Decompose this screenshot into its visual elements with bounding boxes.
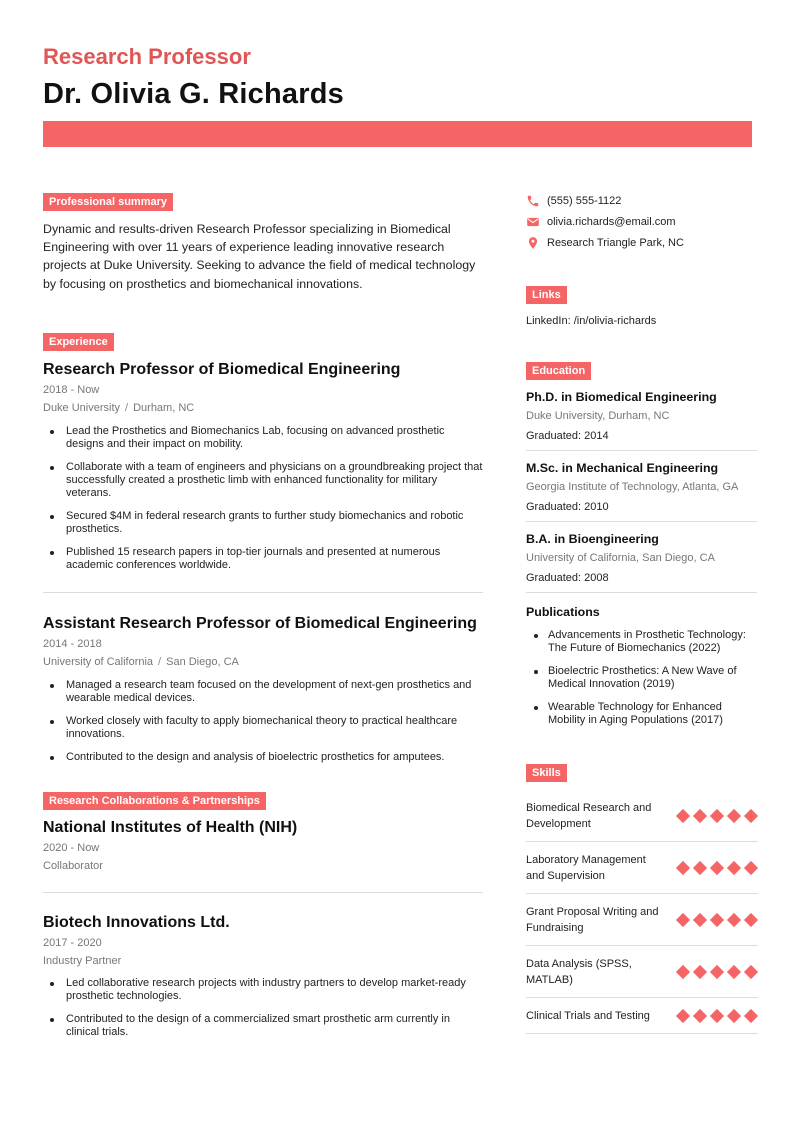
contact-section — [526, 190, 758, 253]
job-org: University of California — [43, 655, 154, 668]
edu-graduated: Graduated: 2014 — [526, 430, 609, 442]
job-dates: 2018 - Now — [43, 383, 100, 396]
skill-name: Laboratory Management and Supervision — [526, 853, 646, 882]
rating-diamond-icon — [727, 1008, 741, 1022]
skill-rating — [676, 863, 758, 873]
job-location: Durham, NC — [133, 401, 195, 414]
list-item: Lead the Prosthetics and Biomechanics Lab, focusing on advanced prosthetic designs and their impact on mobility. — [43, 425, 483, 451]
skill-rating — [676, 1011, 758, 1021]
candidate-name: Dr. Olivia G. Richards — [43, 78, 344, 110]
skill-rating — [676, 967, 758, 977]
rating-diamond-icon — [693, 860, 707, 874]
email-text: olivia.richards@email.com — [547, 215, 676, 228]
collaborations-section — [43, 791, 483, 1039]
rating-diamond-icon — [693, 808, 707, 822]
collab-org: National Institutes of Health (NIH) — [43, 818, 298, 836]
rating-diamond-icon — [727, 808, 741, 822]
list-item: Collaborate with a team of engineers and physicians on a groundbreaking project that successfully created a prosthetic limb with enhanced functionality for military veterans. — [43, 461, 483, 500]
rating-diamond-icon — [676, 860, 690, 874]
summary-label: Professional summary — [43, 193, 173, 211]
publications-list — [526, 629, 758, 727]
divider — [526, 450, 757, 451]
divider — [43, 592, 483, 593]
summary-section — [43, 192, 483, 293]
rating-diamond-icon — [710, 1008, 724, 1022]
publications-heading: Publications — [526, 605, 600, 619]
contact-email — [526, 211, 758, 232]
job-title: Research Professor — [43, 44, 251, 69]
skill-row — [526, 842, 758, 894]
skills-section — [526, 763, 758, 1034]
rating-diamond-icon — [744, 912, 758, 926]
skill-name: Clinical Trials and Testing — [526, 1009, 650, 1022]
job-role: Research Professor of Biomedical Engineering — [43, 360, 401, 378]
skill-rating — [676, 811, 758, 821]
links-label: Links — [526, 286, 567, 304]
skill-name: Biomedical Research and Development — [526, 801, 652, 830]
edu-degree: Ph.D. in Biomedical Engineering — [526, 390, 717, 404]
list-item: Worked closely with faculty to apply biomechanical theory to practical healthcare innovations. — [43, 715, 483, 741]
rating-diamond-icon — [693, 1008, 707, 1022]
list-item: Managed a research team focused on the development of next-gen prosthetics and wearable medical devices. — [43, 679, 483, 705]
job-org: Duke University — [43, 401, 121, 414]
job-role: Assistant Research Professor of Biomedical Engineering — [43, 614, 477, 632]
list-item: Bioelectric Prosthetics: A New Wave of Medical Innovation (2019) — [526, 665, 758, 691]
links-section — [526, 285, 758, 327]
email-icon — [526, 215, 540, 229]
rating-diamond-icon — [744, 964, 758, 978]
education-entry — [526, 461, 758, 513]
skills-label: Skills — [526, 764, 567, 782]
job-bullets — [43, 425, 483, 572]
divider — [526, 592, 757, 593]
rating-diamond-icon — [727, 912, 741, 926]
left-column — [43, 192, 483, 1039]
rating-diamond-icon — [744, 808, 758, 822]
collab-role: Collaborator — [43, 859, 103, 872]
rating-diamond-icon — [676, 964, 690, 978]
skill-row — [526, 946, 758, 998]
collab-dates: 2020 - Now — [43, 841, 100, 854]
divider — [43, 892, 483, 893]
summary-text: Dynamic and results-driven Research Professor specializing in Biomedical Engineering with over 11 years of experience leading innovative research projects at Duke University. Seeking to advance the field of medical technology by focusing on prosthetics and biomechanical innovations. — [43, 222, 476, 291]
right-column — [526, 190, 758, 1034]
collaborations-label: Research Collaborations & Partnerships — [43, 792, 266, 810]
edu-graduated: Graduated: 2008 — [526, 572, 609, 584]
rating-diamond-icon — [727, 964, 741, 978]
rating-diamond-icon — [710, 860, 724, 874]
skill-rating — [676, 915, 758, 925]
edu-school: Duke University, Durham, NC — [526, 410, 670, 422]
job-org-line: University of California / San Diego, CA — [43, 655, 239, 668]
list-item: Advancements in Prosthetic Technology: The Future of Biomechanics (2022) — [526, 629, 758, 655]
rating-diamond-icon — [710, 808, 724, 822]
list-item: Wearable Technology for Enhanced Mobility in Aging Populations (2017) — [526, 701, 758, 727]
phone-text: (555) 555-1122 — [547, 194, 622, 207]
edu-school: University of California, San Diego, CA — [526, 552, 715, 564]
skill-row — [526, 998, 758, 1034]
collaboration-entry — [43, 914, 483, 1039]
education-label: Education — [526, 362, 591, 380]
job-location: San Diego, CA — [166, 655, 239, 668]
contact-phone — [526, 190, 758, 211]
phone-icon — [526, 194, 540, 208]
location-pin-icon — [526, 236, 540, 250]
rating-diamond-icon — [744, 1008, 758, 1022]
rating-diamond-icon — [676, 912, 690, 926]
skill-name: Grant Proposal Writing and Fundraising — [526, 905, 659, 934]
skill-name: Data Analysis (SPSS, MATLAB) — [526, 957, 632, 986]
skills-list — [526, 790, 758, 1034]
contact-location — [526, 232, 758, 253]
linkedin-link[interactable]: LinkedIn: /in/olivia-richards — [526, 315, 657, 327]
rating-diamond-icon — [710, 912, 724, 926]
publications-section — [526, 605, 758, 727]
collaboration-entry — [43, 819, 483, 872]
list-item: Led collaborative research projects with industry partners to develop market-ready prosthetic technologies. — [43, 977, 483, 1003]
experience-label: Experience — [43, 333, 114, 351]
edu-graduated: Graduated: 2010 — [526, 501, 609, 513]
collab-org: Biotech Innovations Ltd. — [43, 913, 230, 931]
divider — [526, 521, 757, 522]
edu-school: Georgia Institute of Technology, Atlanta, GA — [526, 481, 739, 493]
job-dates: 2014 - 2018 — [43, 637, 102, 650]
list-item: Contributed to the design of a commercialized smart prosthetic arm currently in clinical trials. — [43, 1013, 483, 1039]
edu-degree: B.A. in Bioengineering — [526, 532, 659, 546]
rating-diamond-icon — [693, 912, 707, 926]
experience-section — [43, 332, 483, 764]
location-text: Research Triangle Park, NC — [547, 236, 684, 249]
rating-diamond-icon — [693, 964, 707, 978]
education-section — [526, 361, 758, 593]
job-org-line: Duke University / Durham, NC — [43, 401, 195, 414]
collab-bullets — [43, 977, 483, 1039]
rating-diamond-icon — [727, 860, 741, 874]
list-item: Contributed to the design and analysis of bioelectric prosthetics for amputees. — [43, 751, 483, 764]
rating-diamond-icon — [676, 808, 690, 822]
job-bullets — [43, 679, 483, 764]
education-entry — [526, 532, 758, 584]
skill-row — [526, 790, 758, 842]
edu-degree: M.Sc. in Mechanical Engineering — [526, 461, 719, 475]
list-item: Published 15 research papers in top-tier journals and presented at numerous academic conferences worldwide. — [43, 546, 483, 572]
list-item: Secured $4M in federal research grants to further study biomechanics and robotic prosthetics. — [43, 510, 483, 536]
experience-entry — [43, 615, 483, 764]
rating-diamond-icon — [676, 1008, 690, 1022]
education-entry — [526, 390, 758, 442]
collab-role: Industry Partner — [43, 954, 122, 967]
rating-diamond-icon — [744, 860, 758, 874]
rating-diamond-icon — [710, 964, 724, 978]
experience-entry — [43, 361, 483, 572]
skill-row — [526, 894, 758, 946]
collab-dates: 2017 - 2020 — [43, 936, 102, 949]
header-banner — [43, 121, 752, 147]
